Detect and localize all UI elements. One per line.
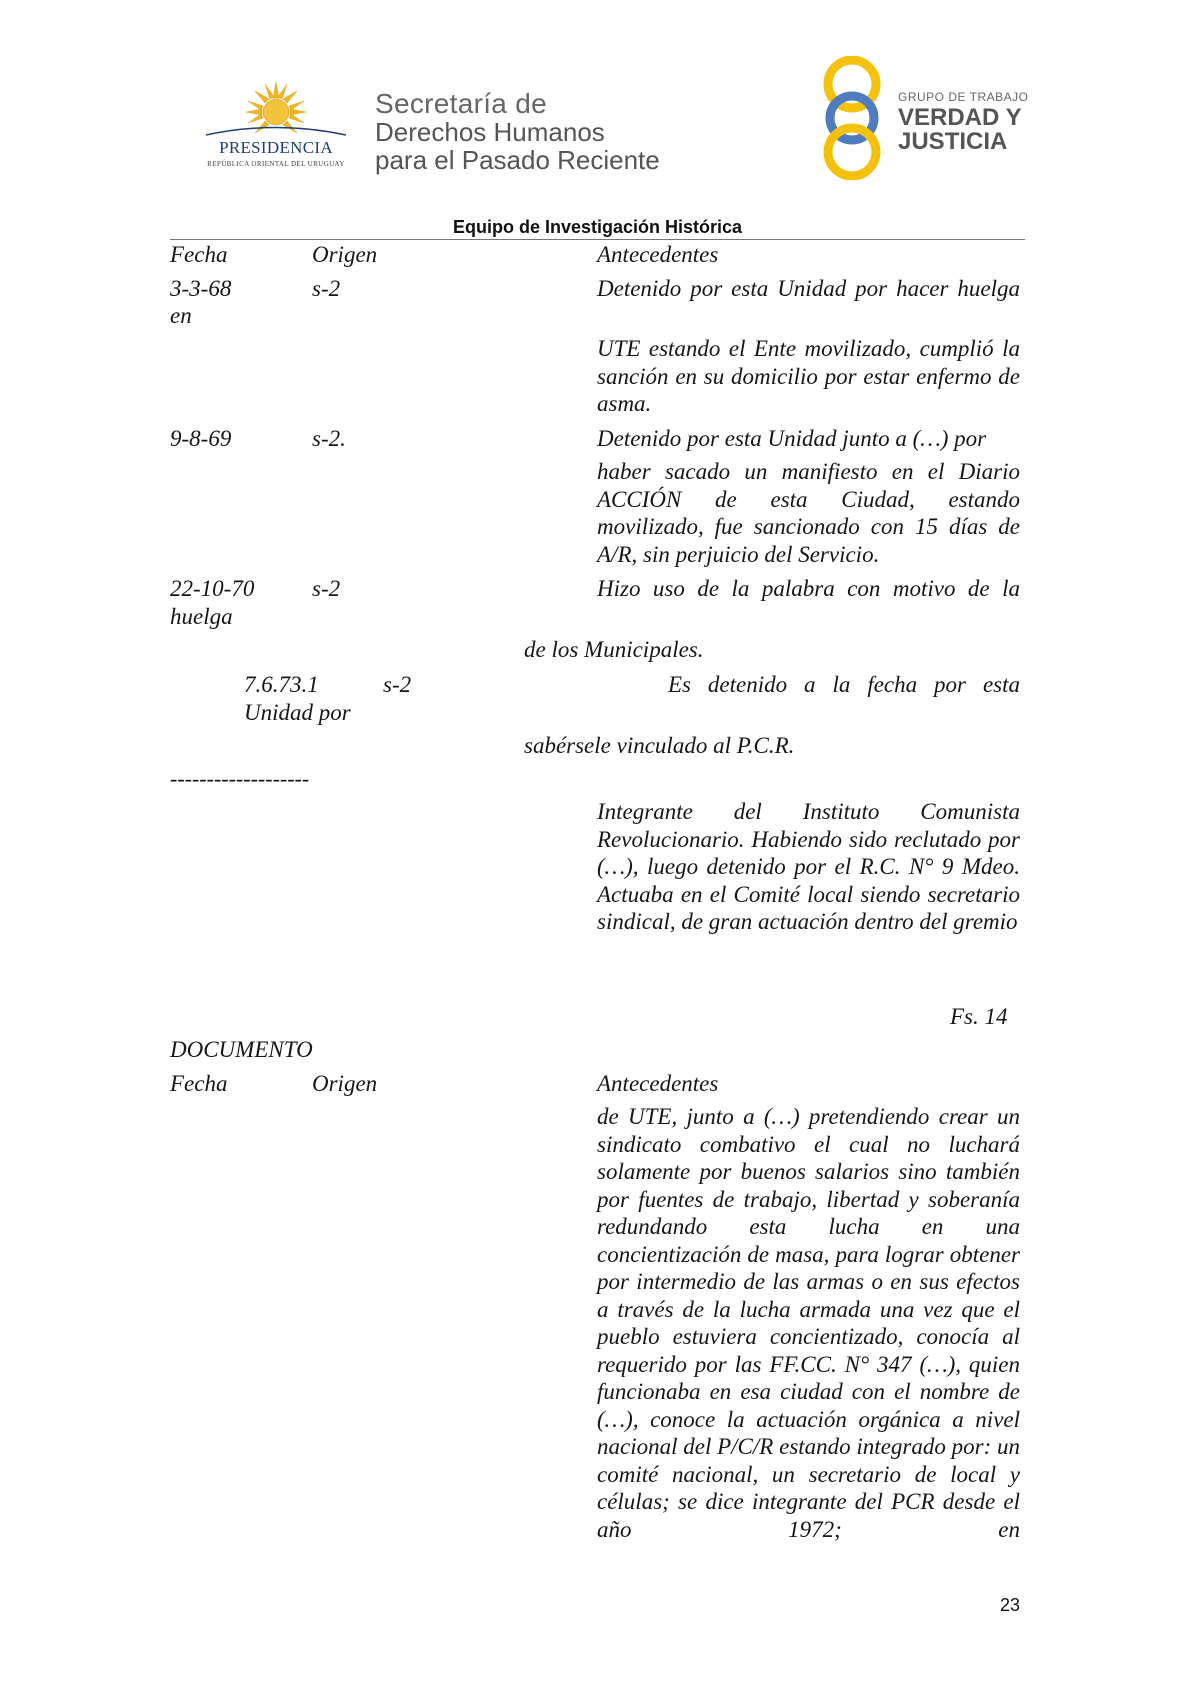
grupo-line-1: VERDAD Y	[898, 104, 1022, 131]
page-number: 23	[1000, 1595, 1021, 1615]
row1-text-b: UTE estando el Ente movilizado, cumplió la sanción en su domicilio por estar enfermo de asma.	[597, 336, 1020, 416]
header-divider	[170, 239, 1025, 240]
row1-wrap: en	[170, 303, 192, 328]
row3-text-a: Hizo uso de la palabra con motivo de la	[597, 576, 1020, 601]
row3-text-b: de los Municipales.	[524, 637, 704, 662]
col-origen-header: Origen	[312, 242, 378, 267]
secretaria-line-1: Secretaría de	[375, 88, 547, 119]
col-antecedentes-header: Antecedentes	[597, 242, 719, 267]
secretaria-line-2: Derechos Humanos	[375, 117, 605, 147]
row5-text: Integrante del Instituto Comunista Revolucionario. Habiendo sido reclutado por (…), luego detenido por el R.C. N° 9 Mdeo. Actuaba en el Comité local siendo secretario sindical, de gran actuación dentro del gremio	[597, 799, 1020, 934]
s2-col-fecha-header: Fecha	[170, 1071, 228, 1096]
row1-fecha: 3-3-68	[170, 276, 232, 301]
row2-text-b: haber sacado un manifiesto en el Diario ACCIÓN de esta Ciudad, estando movilizado, fue sancionado con 15 días de A/R, sin perjuicio del Servicio.	[597, 459, 1020, 567]
row4-wrap: Unidad por	[244, 700, 351, 725]
secretaria-title	[375, 90, 660, 174]
s2-col-antecedentes-header: Antecedentes	[597, 1071, 719, 1096]
grupo-line-2: JUSTICIA	[898, 128, 1008, 155]
republica-label: REPÚBLICA ORIENTAL DEL URUGUAY	[207, 160, 345, 168]
s2-paragraph: de UTE, junto a (…) pretendiendo crear un sindicato combativo el cual no luchará solamente por buenos salarios sino también por fuentes de trabajo, libertad y soberanía redundando esta lucha en una concientización de masa, para lograr obtener por intermedio de las armas o en sus efectos a través de la lucha armada una vez que el pueblo estuviera concientizado, conocía al requerido por las FF.CC. N° 347 (…), quien funcionaba en esa ciudad con el nombre de (…), conoce la actuación orgánica a nivel nacional del P/C/R estando integrado por: un comité nacional, un secretario de local y células; se dice integrante del PCR desde el año 1972; en	[597, 1104, 1020, 1542]
row4-text-a: Es detenido a la fecha por esta	[668, 672, 1020, 697]
col-fecha-header: Fecha	[170, 242, 228, 267]
row4-origen: s-2	[383, 672, 412, 697]
row4-text-b: sabérsele vinculado al P.C.R.	[524, 733, 795, 758]
presidencia-label: PRESIDENCIA	[219, 138, 333, 157]
grupo-small-label: GRUPO DE TRABAJO	[898, 90, 1029, 104]
row2-fecha: 9-8-69	[170, 426, 232, 451]
documento-heading: DOCUMENTO	[170, 1037, 313, 1062]
row1-text-a: Detenido por esta Unidad por hacer huelga	[597, 276, 1020, 301]
s2-col-origen-header: Origen	[312, 1071, 378, 1096]
presidencia-logo	[196, 78, 356, 178]
grupo-trabajo-text	[898, 90, 1028, 154]
row3-fecha: 22-10-70	[170, 576, 255, 601]
secretaria-line-3: para el Pasado Reciente	[375, 145, 660, 175]
row3-wrap: huelga	[170, 604, 233, 629]
row4-fecha: 7.6.73.1	[244, 672, 319, 697]
row3-origen: s-2	[312, 576, 341, 601]
folio-label: Fs. 14	[950, 1004, 1008, 1029]
row2-origen: s-2.	[312, 426, 346, 451]
team-heading: Equipo de Investigación Histórica	[452, 217, 743, 237]
separator-dashes: -------------------	[170, 766, 310, 791]
row1-origen: s-2	[312, 276, 341, 301]
row2-text-a: Detenido por esta Unidad junto a (…) por	[597, 426, 987, 451]
